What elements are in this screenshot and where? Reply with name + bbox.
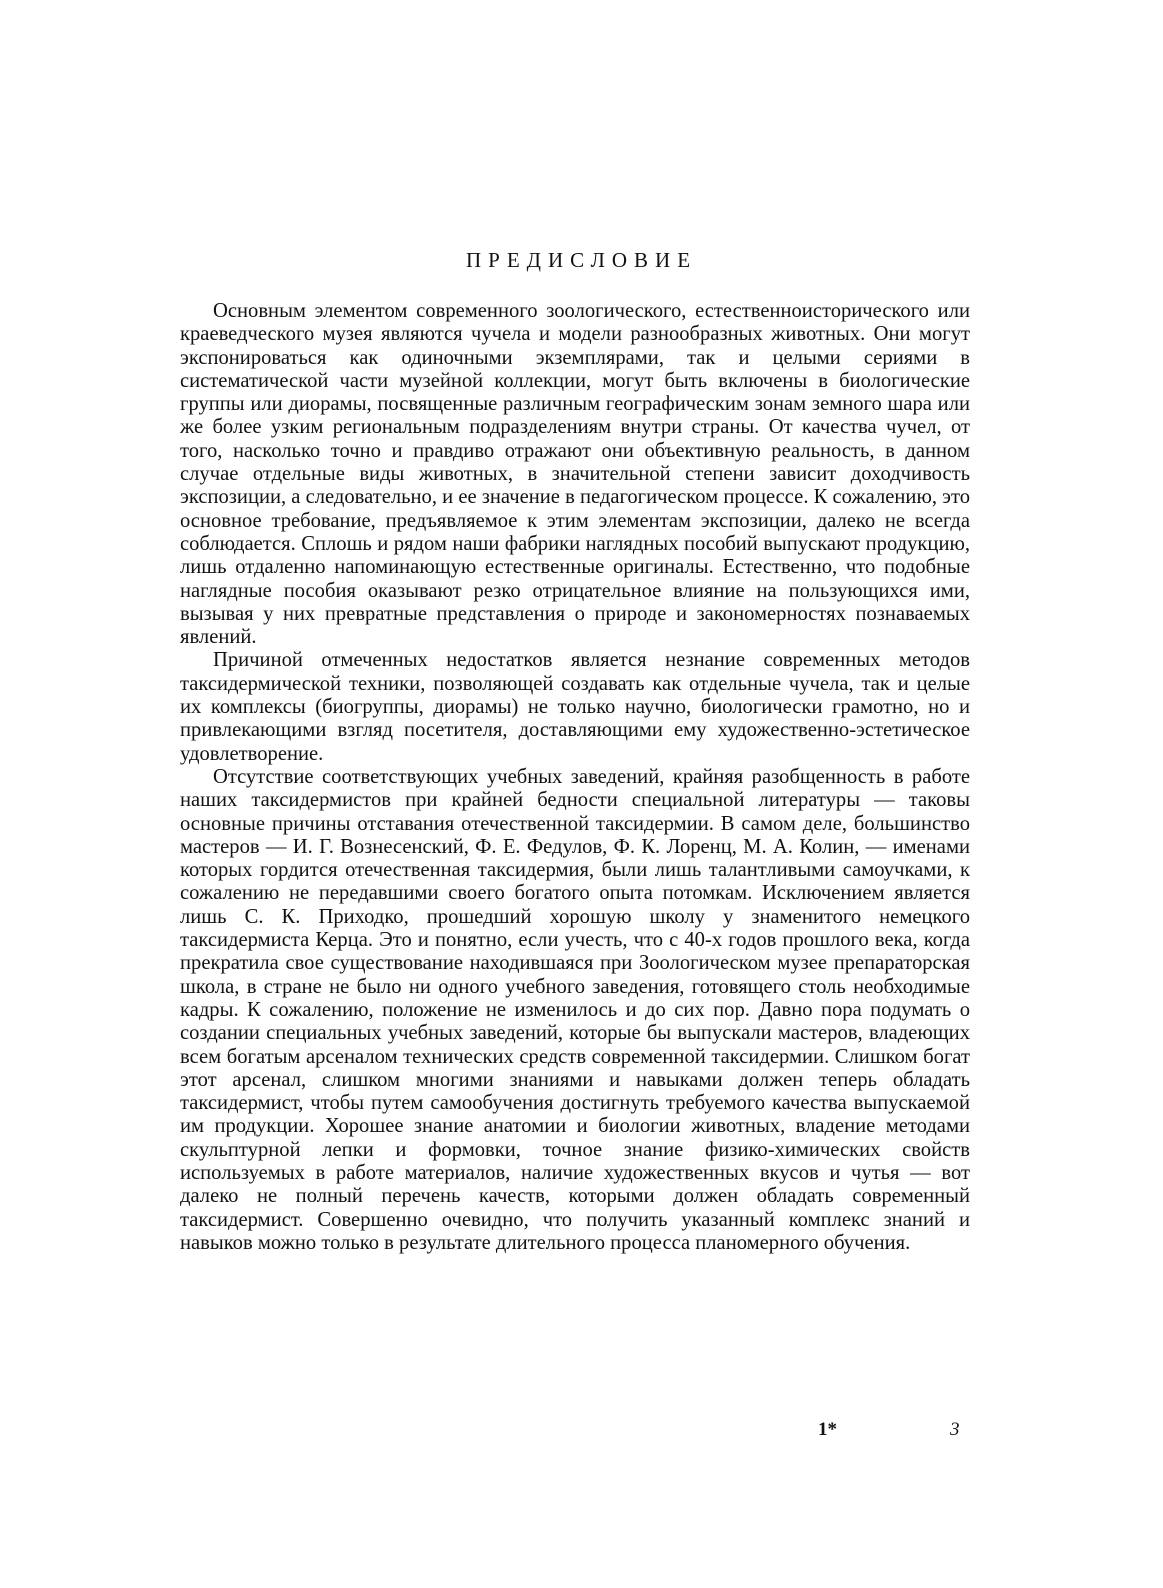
paragraph-2: Причиной отмеченных недостатков является незнание современных методов таксидермической техники, позволяющей создавать как отдельные чучела, так и целые их комплексы (биогруппы, диорамы) не только научно, биологически грамотно, но и привлекающими взгляд посетителя, доставляющими ему художественно-эстетическое удовлетворение. [180,649,970,765]
page-title: ПРЕДИСЛОВИЕ [465,248,698,272]
paragraph-3: Отсутствие соответствующих учебных заведений, крайняя разобщенность в работе наших таксидермистов при крайней бедности специальной литературы — таковы основные причины отставания отечественной таксидермии. В самом деле, большинство мастеров — И. Г. Вознесенский, Ф. Е. Федулов, Ф. К. Лоренц, М. А. Колин, — именами которых гордится отечественная таксидермия, были лишь талантливыми самоучками, к сожалению не передавшими своего богатого опыта потомкам. Исключением является лишь С. К. Приходко, прошедший хорошую школу у знаменитого немецкого таксидермиста Керца. Это и понятно, если учесть, что с 40-х годов прошлого века, когда прекратила свое существование находившаяся при Зоологическом музее препараторская школа, в стране не было ни одного учебного заведения, готовящего столь необходимые кадры. К сожалению, положение не изменилось и до сих пор. Давно пора подумать о создании специальных учебных заведений, которые бы выпускали мастеров, владеющих всем богатым арсеналом технических средств современной таксидермии. Слишком богат этот арсенал, слишком многими знаниями и навыками должен теперь обладать таксидермист, чтобы путем самообучения достигнуть требуемого качества выпускаемой им продукции. Хорошее знание анатомии и биологии животных, владение методами скульптурной лепки и формовки, точное знание физико-химических свойств используемых в работе материалов, наличие художественных вкусов и чутья — вот далеко не полный перечень качеств, которыми должен обладать современный таксидермист. Совершенно очевидно, что получить указанный комплекс знаний и навыков можно только в результате длительного процесса планомерного обучения. [180,765,970,1254]
page-number: 3 [950,1419,960,1440]
document-body [180,300,970,1255]
signature-mark: 1* [818,1419,837,1440]
paragraph-1: Основным элементом современного зоологического, естественноисторического или краеведческого музея являются чучела и модели разнообразных животных. Они могут экспонироваться как одиночными экземплярами, так и целыми сериями в систематической части музейной коллекции, могут быть включены в биологические группы или диорамы, посвященные различным географическим зонам земного шара или же более узким региональным подразделениям внутри страны. От качества чучел, от того, насколько точно и правдиво отражают они объективную реальность, в данном случае отдельные виды животных, в значительной степени зависит доходчивость экспозиции, а следовательно, и ее значение в педагогическом процессе. К сожалению, это основное требование, предъявляемое к этим элементам экспозиции, далеко не всегда соблюдается. Сплошь и рядом наши фабрики наглядных пособий выпускают продукцию, лишь отдаленно напоминающую естественные оригиналы. Естественно, что подобные наглядные пособия оказывают резко отрицательное влияние на пользующихся ими, вызывая у них превратные представления о природе и закономерностях познаваемых явлений. [180,300,970,649]
page-footer [0,1419,1163,1445]
